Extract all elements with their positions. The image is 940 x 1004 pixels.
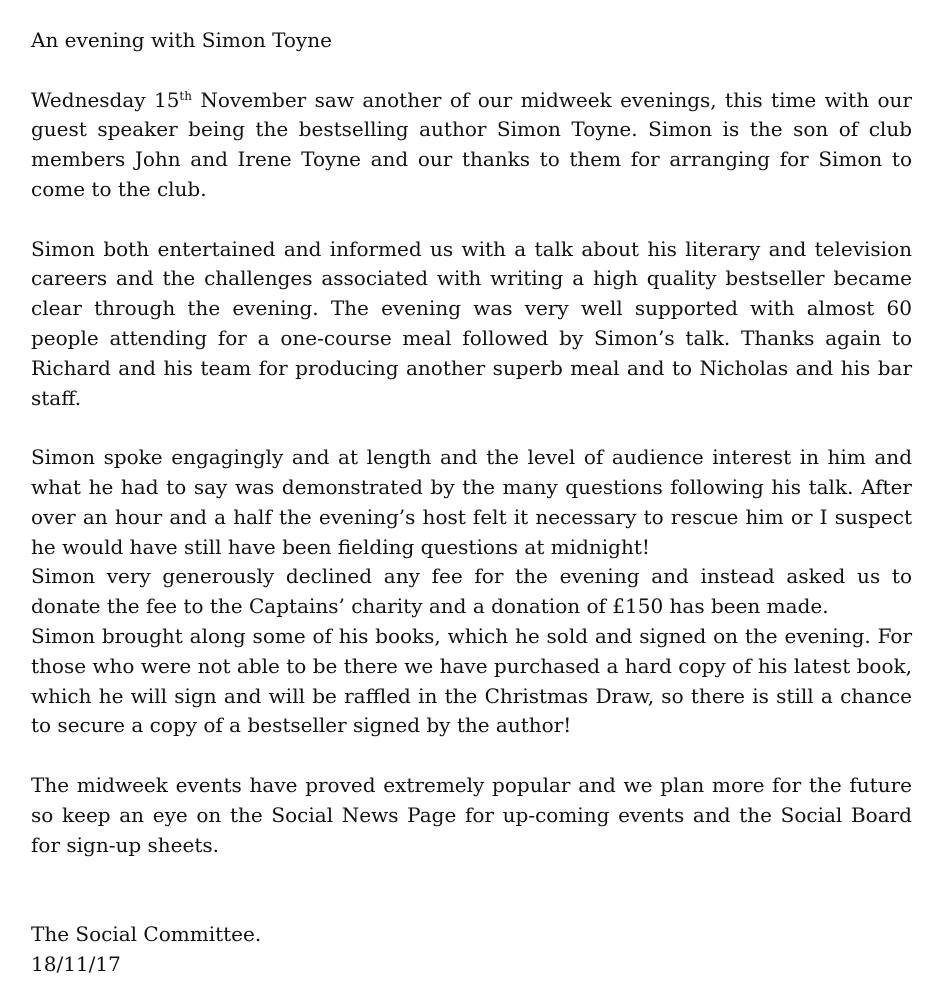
paragraph-books: Simon brought along some of his books, which he sold and signed on the evening. For those who were not able to be there we have purchased a hard copy of his latest book, which he will sign and will be raffled in the Christmas Draw, so there is still a chance to secure a copy of a bestseller signed by the author! [31, 623, 912, 738]
ordinal-suffix: th [179, 88, 192, 103]
paragraph-midweek-events: The midweek events have proved extremely popular and we plan more for the future so keep an eye on the Social News Page for up-coming events and the Social Board for sign-up sheets. [31, 772, 912, 857]
paragraph-intro [31, 86, 912, 205]
document-title: An evening with Simon Toyne [31, 28, 332, 52]
paragraph-questions: Simon spoke engagingly and at length and the level of audience interest in him and what he had to say was demonstrated by the many questions following his talk. After over an hour and a half the evening’s host felt it necessary to rescue him or I suspect he would have still have been fielding questions at midnight! [31, 445, 912, 559]
signature: The Social Committee. [31, 921, 262, 946]
paragraph-donation: Simon very generously declined any fee for the evening and instead asked us to donate the fee to the Captains’ charity and a donation of £150 has been made. [31, 564, 912, 619]
document-date: 18/11/17 [31, 951, 121, 976]
intro-body-text: November saw another of our midweek evenings, this time with our guest speaker being the bestselling author Simon Toyne. Simon is the son of club members John and Irene Toyne and our thanks to them for arranging for Simon to come to the club. [31, 87, 912, 201]
document-page [31, 26, 912, 980]
paragraph-talk: Simon both entertained and informed us with a talk about his literary and television careers and the challenges associated with writing a high quality bestseller became clear through the evening. The evening was very well supported with almost 60 people attending for a one-course meal followed by Simon’s talk. Thanks again to Richard and his team for producing another superb meal and to Nicholas and his bar staff. [31, 236, 912, 410]
intro-date-text: Wednesday 15 [31, 87, 180, 112]
